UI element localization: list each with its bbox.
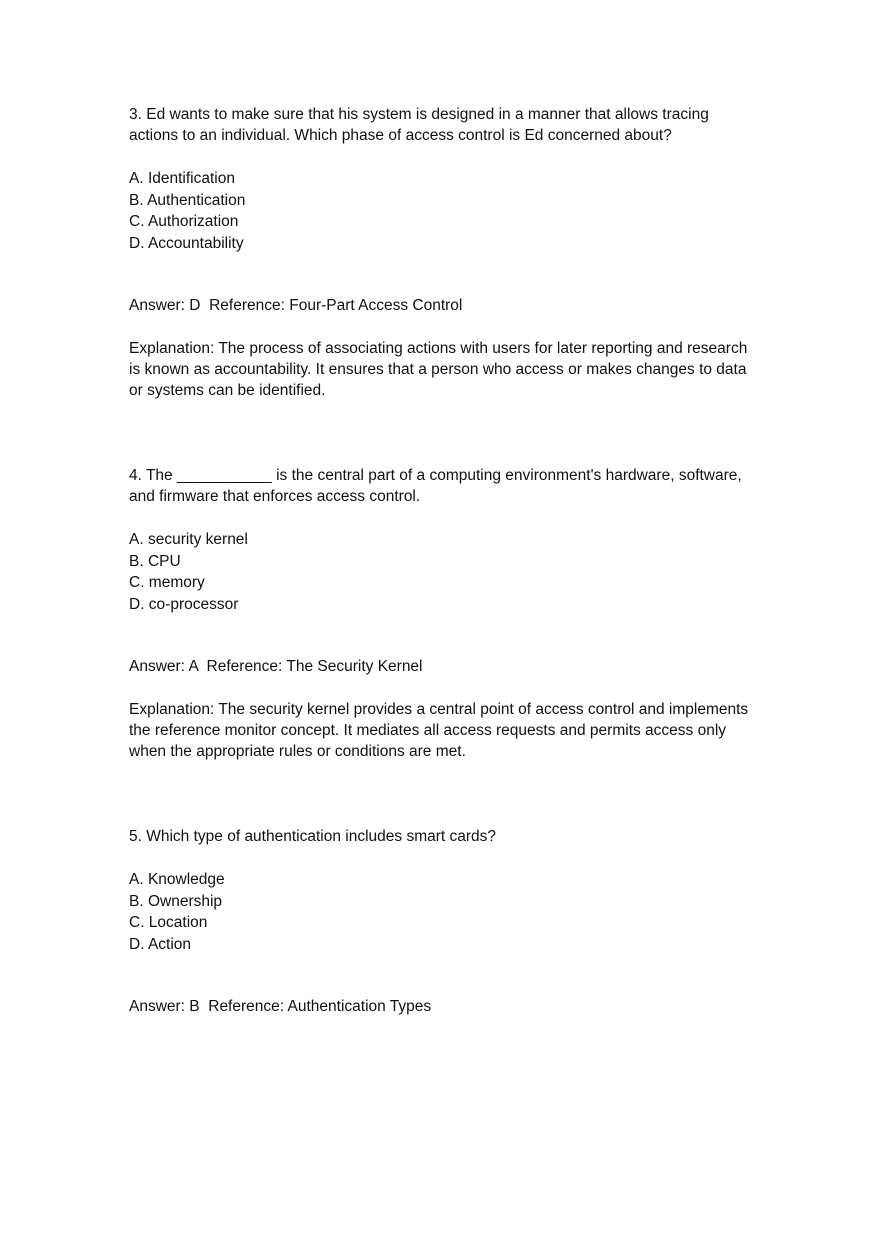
- question-3: [129, 104, 759, 401]
- answer-line: Answer: D Reference: Four-Part Access Control: [129, 297, 463, 314]
- document-page: [129, 104, 759, 1017]
- question-text: 4. The ___________ is the central part of a computing environment's hardware, software, and firmware that enforces access control.: [129, 467, 742, 505]
- options-list: [129, 168, 759, 254]
- option-b: B. Authentication: [129, 191, 246, 209]
- option-b: B. Ownership: [129, 892, 223, 910]
- option-d: D. Accountability: [129, 234, 244, 252]
- options-list: [129, 869, 759, 955]
- explanation-text: Explanation: The security kernel provides a central point of access control and implements the reference monitor concept. It mediates all access requests and permits access only when the appropriate rules or conditions are met.: [129, 701, 749, 760]
- option-a: A. Knowledge: [129, 871, 225, 888]
- option-c: C. Location: [129, 914, 208, 931]
- answer-line: Answer: B Reference: Authentication Types: [129, 998, 432, 1015]
- option-b: B. CPU: [129, 552, 181, 570]
- option-a: A. Identification: [129, 170, 235, 187]
- option-c: C. memory: [129, 574, 205, 591]
- options-list: [129, 529, 759, 615]
- option-c: C. Authorization: [129, 213, 239, 230]
- option-a: A. security kernel: [129, 531, 248, 548]
- option-d: D. co-processor: [129, 595, 239, 613]
- answer-line: Answer: A Reference: The Security Kernel: [129, 658, 423, 675]
- option-d: D. Action: [129, 935, 192, 953]
- question-5: [129, 826, 759, 1017]
- question-4: [129, 465, 759, 762]
- explanation-text: Explanation: The process of associating actions with users for later reporting and research is known as accountability. It ensures that a person who access or makes changes to data or systems can be identified.: [129, 340, 748, 399]
- question-text: 5. Which type of authentication includes smart cards?: [129, 828, 497, 845]
- question-text: 3. Ed wants to make sure that his system is designed in a manner that allows tracing actions to an individual. Which phase of access control is Ed concerned about?: [129, 106, 709, 144]
